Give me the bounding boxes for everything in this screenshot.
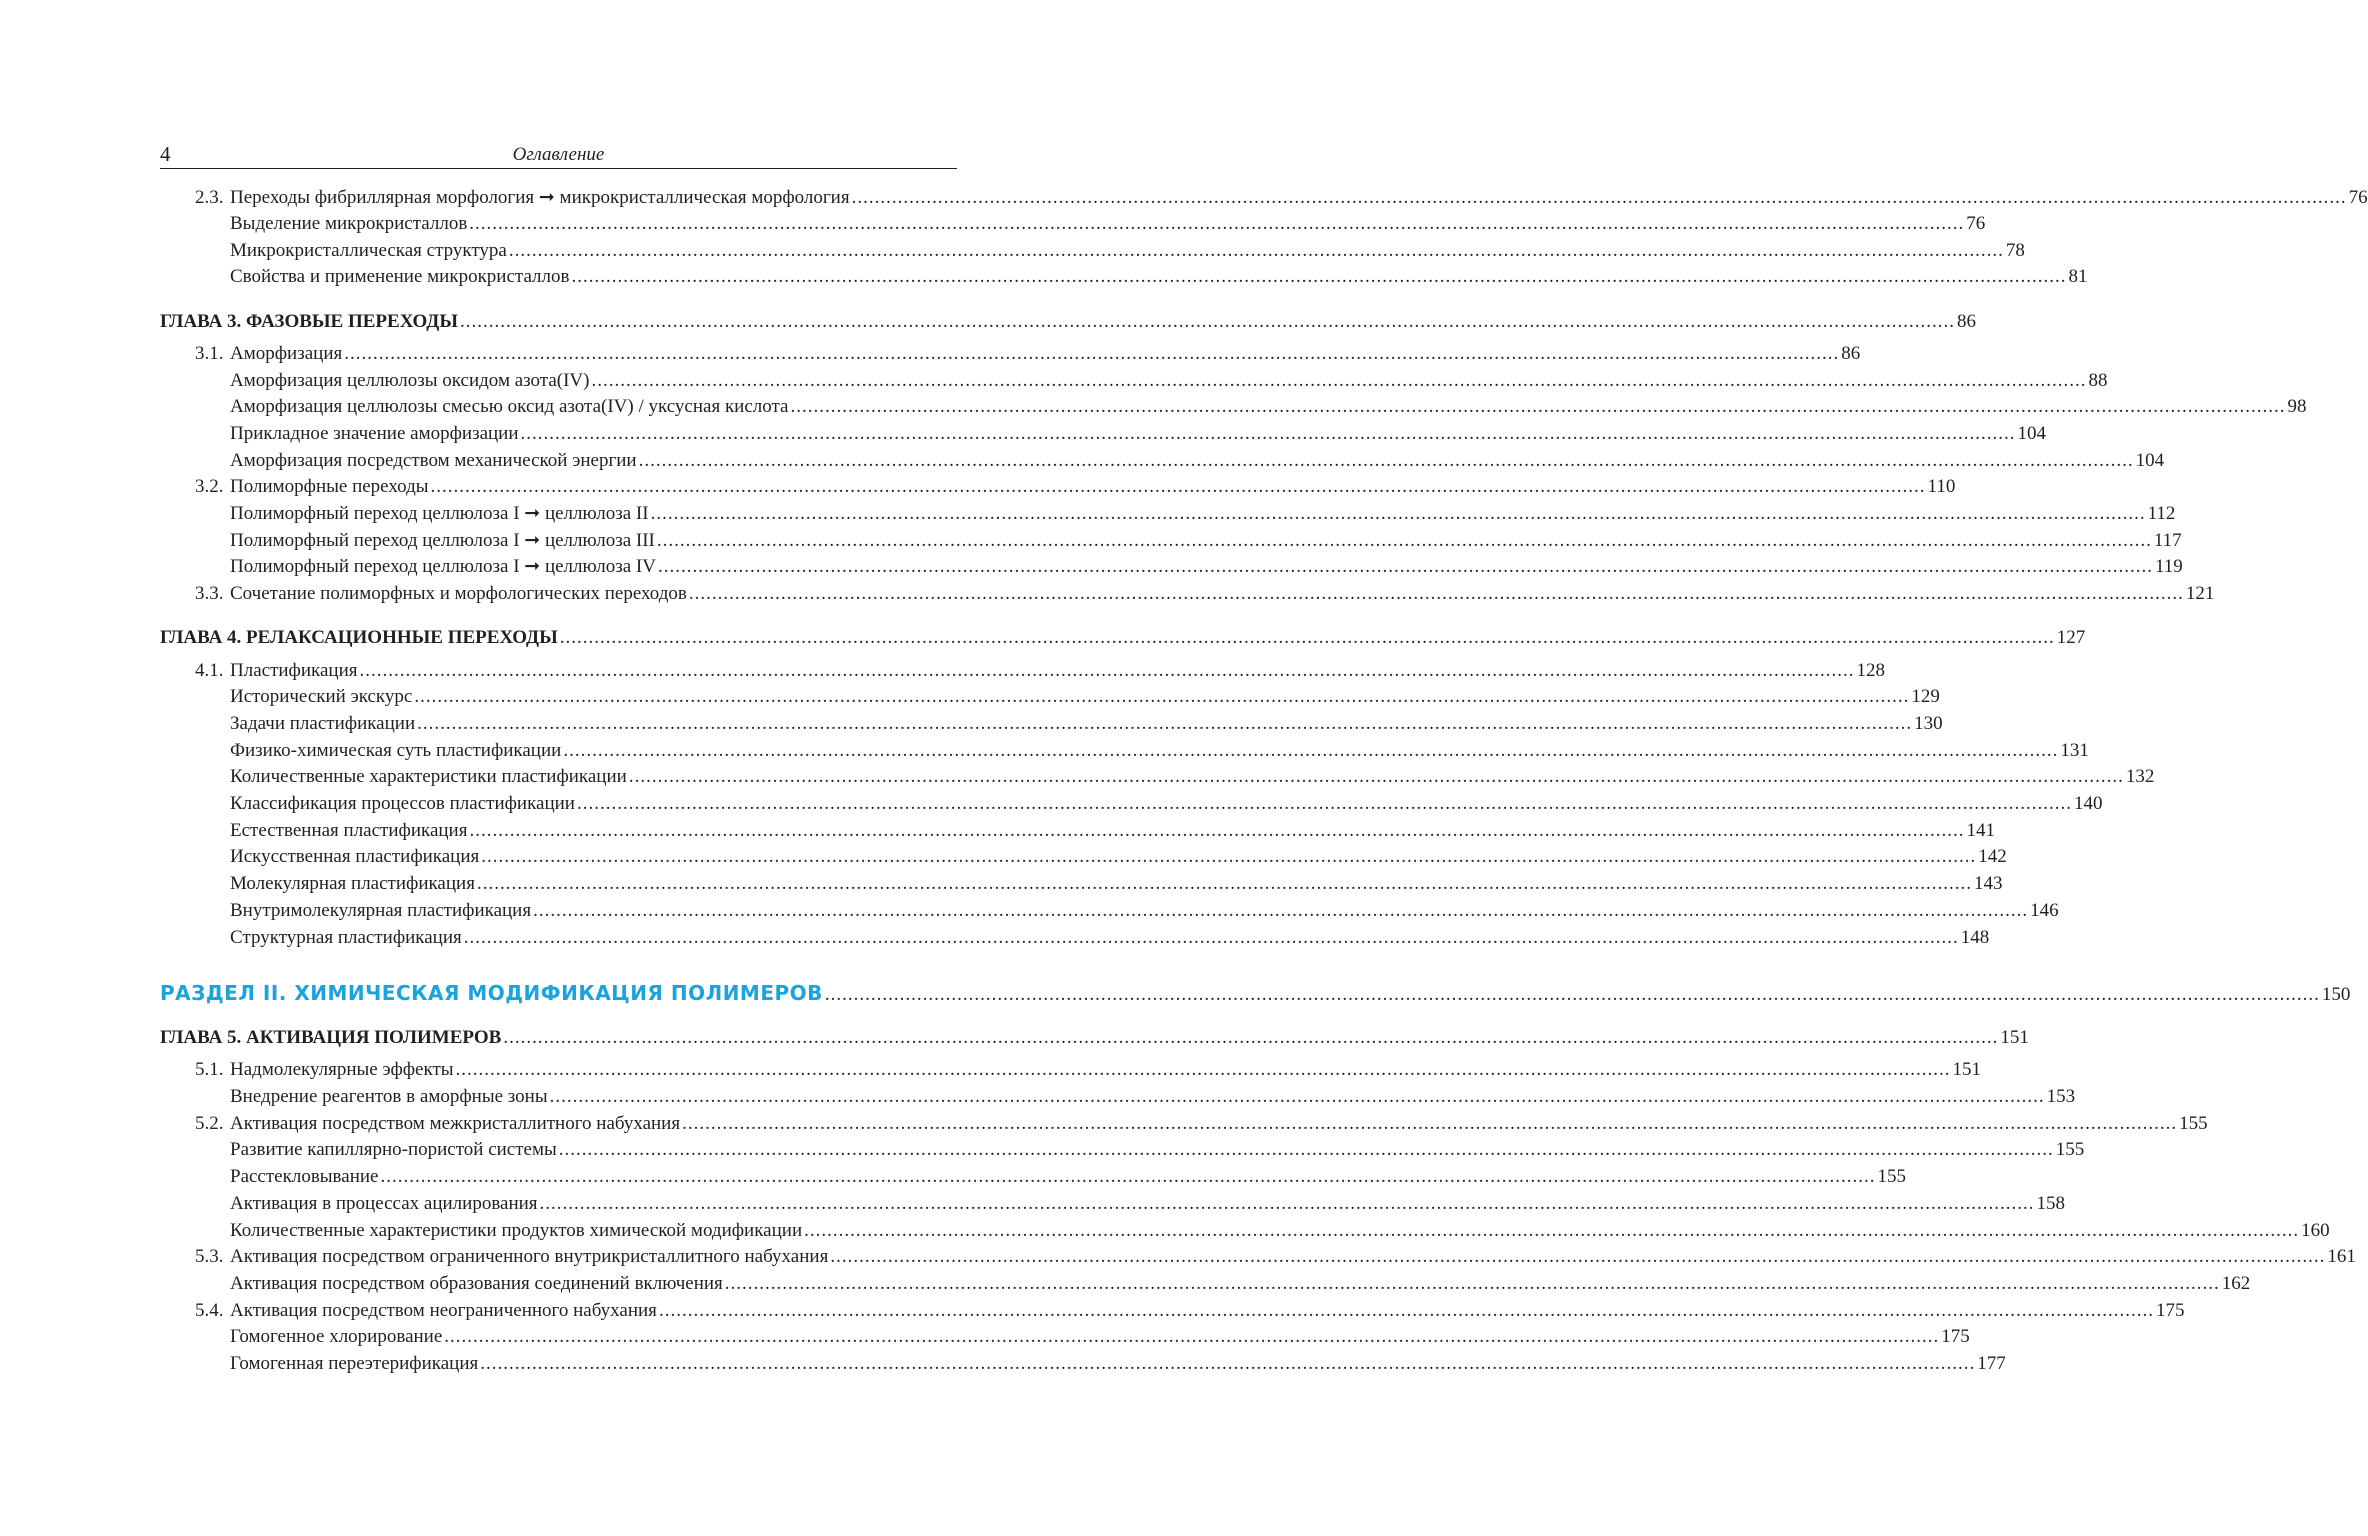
toc-entry-sub[interactable] [230, 844, 2007, 870]
toc-entry-chapter[interactable] [160, 309, 1977, 335]
dot-leader [344, 341, 1839, 367]
toc-entry-sub[interactable] [230, 711, 1943, 737]
toc-entry-title: Задачи пластификации [230, 713, 416, 734]
toc-entry-page: 98 [2287, 396, 2307, 417]
toc-entry-number: 5.1. [195, 1059, 224, 1080]
dot-leader [469, 211, 1964, 237]
toc-entry-sub[interactable] [230, 1351, 2006, 1377]
toc-entry-sub[interactable] [230, 1324, 1970, 1350]
toc-entry-number: 2.3. [195, 187, 224, 208]
toc-entry-page: 146 [2030, 900, 2059, 921]
dot-leader [629, 764, 2124, 790]
toc-entry-section[interactable] [195, 185, 2368, 211]
toc-entry-sub[interactable] [230, 448, 2165, 474]
toc-entry-title: Выделение микрокристаллов [230, 213, 468, 234]
toc-entry-part[interactable] [160, 978, 2351, 1008]
toc-entry-sub[interactable] [230, 818, 1995, 844]
dot-leader [725, 1271, 2220, 1297]
toc-entry-sub[interactable] [230, 1137, 2085, 1163]
toc-entry-page: 121 [2185, 583, 2215, 604]
toc-entry-page: 110 [1927, 476, 1956, 497]
page-number: 4 [160, 142, 171, 166]
toc-entry-section[interactable] [195, 1244, 2356, 1270]
toc-entry-page: 151 [2000, 1027, 2029, 1048]
toc-entry-sub[interactable] [230, 1191, 2066, 1217]
toc-entry-sub[interactable] [230, 501, 2176, 527]
toc-entry-page: 119 [2154, 556, 2183, 577]
toc-entry-sub[interactable] [230, 791, 2103, 817]
toc-entry-section[interactable] [195, 658, 1885, 684]
toc-entry-title: Микрокристаллическая структура [230, 240, 507, 261]
toc-entry-title: ГЛАВА 5. АКТИВАЦИЯ ПОЛИМЕРОВ [160, 1027, 502, 1048]
toc-entry-section[interactable] [195, 1111, 2208, 1137]
dot-leader [560, 625, 2055, 651]
toc-entry-page: 81 [2068, 266, 2088, 287]
dot-leader [658, 554, 2153, 580]
toc-entry-title: Молекулярная пластификация [230, 873, 475, 894]
dot-leader [380, 1164, 1875, 1190]
toc-entry-number: 3.1. [195, 343, 224, 364]
toc-entry-title: Полиморфный переход целлюлоза I ➞ целлюлоза III [230, 530, 655, 551]
toc-entry-title: Полиморфный переход целлюлоза I ➞ целлюлоза II [230, 503, 649, 524]
dot-leader [540, 1191, 2035, 1217]
toc-entry-page: 177 [1977, 1353, 2006, 1374]
dot-leader [460, 309, 1955, 335]
dot-leader [591, 368, 2086, 394]
toc-entry-page: 104 [2135, 450, 2165, 471]
toc-entry-page: 175 [1941, 1326, 1970, 1347]
dot-leader [509, 238, 2004, 264]
toc-entry-title: РАЗДЕЛ II. ХИМИЧЕСКАЯ МОДИФИКАЦИЯ ПОЛИМЕРОВ [160, 981, 823, 1005]
toc-entry-title: Сочетание полиморфных и морфологических переходов [230, 583, 687, 604]
toc-entry-title: ГЛАВА 3. ФАЗОВЫЕ ПЕРЕХОДЫ [160, 311, 459, 332]
toc-entry-page: 155 [1877, 1166, 1906, 1187]
dot-leader [521, 421, 2016, 447]
toc-entry-page: 78 [2005, 240, 2025, 261]
dot-leader [359, 658, 1854, 684]
toc-entry-sub[interactable] [230, 1271, 2251, 1297]
dot-leader [481, 844, 1976, 870]
toc-entry-page: 129 [1911, 686, 1940, 707]
dot-leader [577, 791, 2072, 817]
toc-entry-page: 155 [2179, 1113, 2208, 1134]
toc-entry-title: Внутримолекулярная пластификация [230, 900, 532, 921]
toc-entry-title: ГЛАВА 4. РЕЛАКСАЦИОННЫЕ ПЕРЕХОДЫ [160, 627, 558, 648]
toc-entry-page: 86 [1841, 343, 1861, 364]
toc-entry-section[interactable] [195, 581, 2215, 607]
toc-entry-sub[interactable] [230, 1084, 2076, 1110]
toc-entry-title: Надмолекулярные эффекты [230, 1059, 454, 1080]
toc-entry-title: Активация посредством неограниченного набухания [230, 1300, 657, 1321]
toc-entry-page: 132 [2125, 766, 2155, 787]
toc-entry-title: Переходы фибриллярная морфология ➞ микрокристаллическая морфология [230, 187, 850, 208]
toc-entry-sub[interactable] [230, 368, 2108, 394]
toc-entry-title: Внедрение реагентов в аморфные зоны [230, 1086, 548, 1107]
toc-entry-page: 153 [2046, 1086, 2076, 1107]
toc-entry-sub[interactable] [230, 764, 2155, 790]
toc-entry-number: 5.4. [195, 1300, 224, 1321]
toc-entry-page: 161 [2327, 1246, 2356, 1267]
toc-entry-title: Аморфизация целлюлозы оксидом азота(IV) [230, 370, 590, 391]
dot-leader [830, 1244, 2325, 1270]
toc-entry-sub[interactable] [230, 898, 2059, 924]
dot-leader [431, 474, 1926, 500]
toc-entry-page: 155 [2055, 1139, 2085, 1160]
dot-leader [804, 1218, 2299, 1244]
toc-entry-page: 160 [2301, 1220, 2330, 1241]
toc-entry-title: Свойства и применение микрокристаллов [230, 266, 570, 287]
toc-entry-page: 175 [2155, 1300, 2185, 1321]
running-title: Оглавление [512, 144, 605, 165]
toc-entry-sub[interactable] [230, 264, 2088, 290]
toc-entry-page: 162 [2221, 1273, 2251, 1294]
dot-leader [639, 448, 2134, 474]
toc-entry-number: 5.3. [195, 1246, 224, 1267]
toc-entry-page: 76 [2348, 187, 2368, 208]
toc-entry-sub[interactable] [230, 528, 2182, 554]
toc-entry-page: 112 [2147, 503, 2176, 524]
toc-entry-sub[interactable] [230, 238, 2025, 264]
dot-leader [559, 1137, 2054, 1163]
toc-entry-title: Полиморфные переходы [230, 476, 429, 497]
toc-entry-title: Полиморфный переход целлюлоза I ➞ целлюлоза IV [230, 556, 656, 577]
toc-entry-sub[interactable] [230, 421, 2047, 447]
toc-entry-title: Аморфизация посредством механической энергии [230, 450, 637, 471]
toc-entry-number: 3.2. [195, 476, 224, 497]
toc-entry-page: 141 [1966, 820, 1995, 841]
toc-entry-sub[interactable] [230, 394, 2307, 420]
dot-leader [480, 1351, 1975, 1377]
dot-leader [503, 1025, 1998, 1051]
toc-entry-page: 143 [1973, 873, 2003, 894]
toc-entry-number: 5.2. [195, 1113, 224, 1134]
dot-leader [657, 528, 2152, 554]
dot-leader [659, 1298, 2154, 1324]
toc-entry-title: Гомогенное хлорирование [230, 1326, 443, 1347]
toc-entry-title: Пластификация [230, 660, 358, 681]
toc-entry-sub[interactable] [230, 871, 2003, 897]
toc-entry-page: 131 [2060, 740, 2089, 761]
toc-entry-title: Гомогенная переэтерификация [230, 1353, 479, 1374]
toc-entry-title: Аморфизация целлюлозы смесью оксид азота(IV) / уксусная кислота [230, 396, 789, 417]
toc-entry-page: 104 [2017, 423, 2047, 444]
dot-leader [417, 711, 1912, 737]
dot-leader [456, 1057, 1951, 1083]
toc-entry-sub[interactable] [230, 925, 1990, 951]
dot-leader [571, 264, 2066, 290]
toc-entry-title: Аморфизация [230, 343, 343, 364]
toc-entry-sub[interactable] [230, 211, 1986, 237]
toc-entry-section[interactable] [195, 1298, 2185, 1324]
toc-entry-section[interactable] [195, 1057, 1982, 1083]
dot-leader [825, 980, 2320, 1010]
dot-leader [414, 684, 1909, 710]
toc-entry-title: Активация посредством межкристаллитного набухания [230, 1113, 681, 1134]
dot-leader [550, 1084, 2045, 1110]
toc-entry-page: 151 [1952, 1059, 1982, 1080]
toc-entry-sub[interactable] [230, 684, 1940, 710]
toc-entry-page: 88 [2088, 370, 2108, 391]
dot-leader [651, 501, 2146, 527]
toc-entry-title: Развитие капиллярно-пористой системы [230, 1139, 557, 1160]
toc-entry-section[interactable] [195, 474, 1956, 500]
toc-entry-sub[interactable] [230, 1164, 1906, 1190]
toc-entry-title: Классификация процессов пластификации [230, 793, 575, 814]
dot-leader [790, 394, 2285, 420]
toc-entry-page: 140 [2073, 793, 2103, 814]
toc-entry-title: Активация посредством ограниченного внутрикристаллитного набухания [230, 1246, 829, 1267]
toc-entry-title: Исторический экскурс [230, 686, 413, 707]
dot-leader [444, 1324, 1939, 1350]
toc-entry-section[interactable] [195, 341, 1861, 367]
toc-entry-title: Структурная пластификация [230, 927, 462, 948]
dot-leader [533, 898, 2028, 924]
table-of-contents [160, 0, 2368, 1536]
dot-leader [469, 818, 1964, 844]
toc-entry-page: 128 [1856, 660, 1885, 681]
toc-entry-page: 86 [1957, 311, 1977, 332]
toc-entry-title: Прикладное значение аморфизации [230, 423, 519, 444]
toc-entry-title: Расстекловывание [230, 1166, 379, 1187]
dot-leader [464, 925, 1959, 951]
toc-entry-title: Количественные характеристики продуктов химической модификации [230, 1220, 803, 1241]
toc-entry-title: Количественные характеристики пластификации [230, 766, 627, 787]
dot-leader [852, 185, 2347, 211]
dot-leader [563, 738, 2058, 764]
toc-entry-title: Активация посредством образования соединений включения [230, 1273, 723, 1294]
toc-entry-title: Искусственная пластификация [230, 846, 480, 867]
toc-entry-number: 3.3. [195, 583, 224, 604]
toc-entry-page: 148 [1960, 927, 1990, 948]
dot-leader [682, 1111, 2177, 1137]
toc-entry-page: 76 [1966, 213, 1986, 234]
toc-entry-page: 158 [2036, 1193, 2066, 1214]
dot-leader [689, 581, 2184, 607]
toc-entry-sub[interactable] [230, 738, 2089, 764]
toc-entry-chapter[interactable] [160, 1025, 2029, 1051]
toc-entry-sub[interactable] [230, 554, 2183, 580]
toc-entry-chapter[interactable] [160, 625, 2086, 651]
toc-entry-page: 130 [1914, 713, 1943, 734]
toc-entry-title: Физико-химическая суть пластификации [230, 740, 562, 761]
toc-entry-sub[interactable] [230, 1218, 2330, 1244]
toc-entry-page: 127 [2056, 627, 2086, 648]
toc-entry-number: 4.1. [195, 660, 224, 681]
toc-entry-page: 150 [2321, 984, 2351, 1005]
toc-entry-title: Активация в процессах ацилирования [230, 1193, 538, 1214]
toc-entry-page: 142 [1978, 846, 2007, 867]
dot-leader [477, 871, 1972, 897]
toc-entry-title: Естественная пластификация [230, 820, 468, 841]
toc-entry-page: 117 [2153, 530, 2182, 551]
